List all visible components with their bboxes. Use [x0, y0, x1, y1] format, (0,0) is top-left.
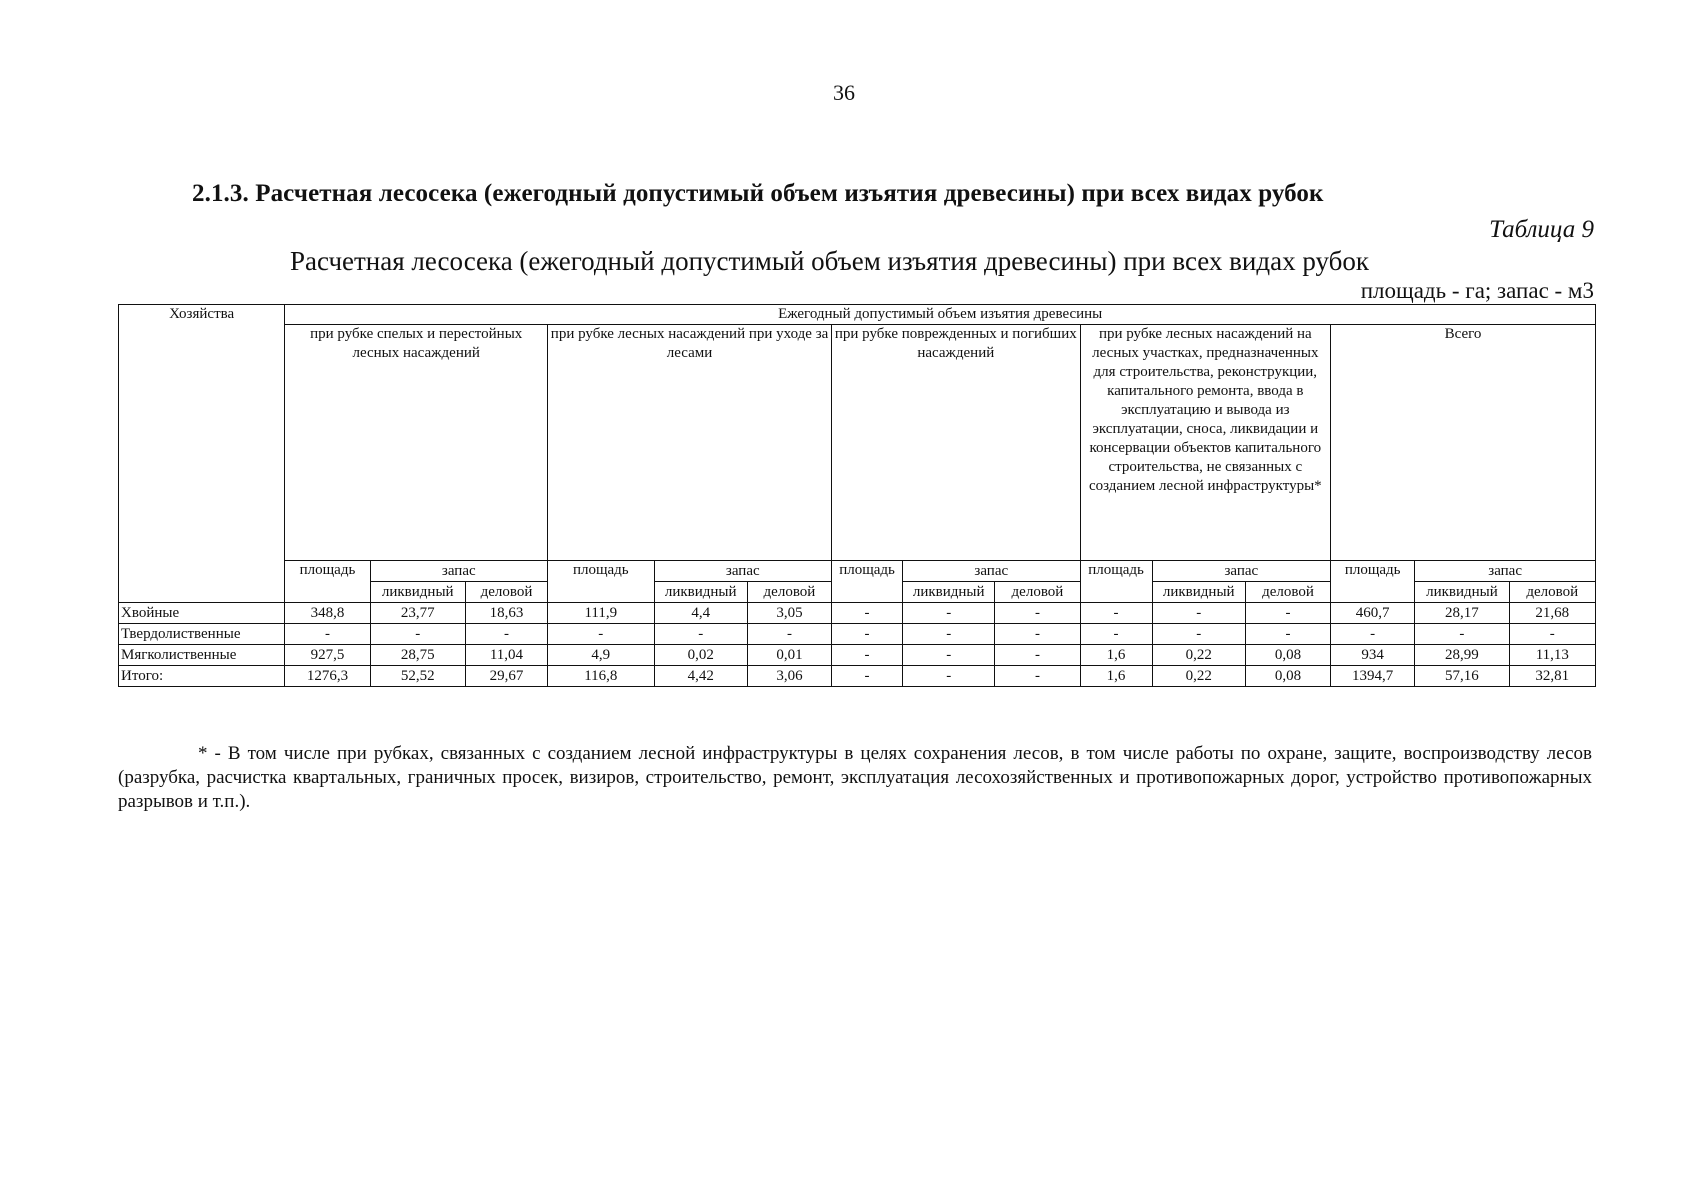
- logging-volume-table: [118, 304, 1596, 687]
- table-cell: 460,7: [1331, 603, 1415, 624]
- header-stock: запас: [654, 561, 832, 582]
- table-cell: 116,8: [548, 666, 655, 687]
- table-cell: 11,04: [465, 645, 547, 666]
- header-stock: запас: [370, 561, 548, 582]
- row-name: Хвойные: [119, 603, 285, 624]
- table-cell: 4,4: [654, 603, 747, 624]
- header-business: деловой: [1245, 582, 1330, 603]
- table-cell: 0,22: [1152, 666, 1245, 687]
- row-name: Твердолиственные: [119, 624, 285, 645]
- table-cell: -: [370, 624, 465, 645]
- table-cell: 0,22: [1152, 645, 1245, 666]
- table-cell: 111,9: [548, 603, 655, 624]
- header-care-cutting: при рубке лесных насаждений при уходе за лесами: [548, 325, 832, 561]
- header-area: площадь: [1080, 561, 1152, 603]
- table-cell: 21,68: [1509, 603, 1595, 624]
- table-row: [119, 603, 1596, 624]
- table-cell: 28,75: [370, 645, 465, 666]
- table-cell: -: [903, 645, 995, 666]
- header-total: Всего: [1331, 325, 1596, 561]
- header-liquid: ликвидный: [654, 582, 747, 603]
- table-cell: 4,9: [548, 645, 655, 666]
- table-cell: -: [548, 624, 655, 645]
- header-annual-volume: Ежегодный допустимый объем изъятия древесины: [285, 305, 1596, 325]
- table-cell: 927,5: [285, 645, 370, 666]
- header-area: площадь: [1331, 561, 1415, 603]
- table-cell: -: [1080, 603, 1152, 624]
- table-cell: 32,81: [1509, 666, 1595, 687]
- table-row: [119, 666, 1596, 687]
- page-number: 36: [833, 80, 855, 105]
- table-cell: -: [1080, 624, 1152, 645]
- table-cell: 52,52: [370, 666, 465, 687]
- table-cell: -: [747, 624, 831, 645]
- table-cell: -: [1415, 624, 1509, 645]
- table-caption: Расчетная лесосека (ежегодный допустимый объем изъятия древесины) при всех видах рубок: [290, 246, 1369, 276]
- table-cell: -: [1152, 624, 1245, 645]
- table-cell: -: [832, 666, 903, 687]
- table-cell: 3,06: [747, 666, 831, 687]
- header-damaged-cutting: при рубке поврежденных и погибших насаждений: [832, 325, 1081, 561]
- table-cell: 0,08: [1245, 645, 1330, 666]
- table-cell: 1276,3: [285, 666, 370, 687]
- table-cell: 28,99: [1415, 645, 1509, 666]
- table-cell: -: [1331, 624, 1415, 645]
- table-cell: -: [995, 666, 1080, 687]
- row-name: Мягколиственные: [119, 645, 285, 666]
- table-cell: 11,13: [1509, 645, 1595, 666]
- table-cell: -: [1245, 603, 1330, 624]
- table-cell: 1,6: [1080, 666, 1152, 687]
- table-cell: -: [995, 603, 1080, 624]
- units-note: площадь - га; запас - м3: [1360, 278, 1594, 303]
- header-farm: Хозяйства: [119, 305, 285, 603]
- header-stock: запас: [1415, 561, 1596, 582]
- header-business: деловой: [465, 582, 547, 603]
- table-row: [119, 645, 1596, 666]
- header-construction-cutting: при рубке лесных насаждений на лесных участках, предназначенных для строительства, реконструкции, капитального ремонта, ввода в эксплуатацию и вывода из эксплуатации, сноса, ликвидации и консервации объектов капитального строительства, не связанных с созданием лесной инфраструктуры*: [1080, 325, 1331, 561]
- table-cell: -: [832, 624, 903, 645]
- table-cell: -: [832, 645, 903, 666]
- row-name: Итого:: [119, 666, 285, 687]
- header-business: деловой: [995, 582, 1080, 603]
- table-cell: 0,01: [747, 645, 831, 666]
- section-heading: 2.1.3. Расчетная лесосека (ежегодный допустимый объем изъятия древесины) при всех видах рубок: [192, 180, 1324, 207]
- table-row: [119, 624, 1596, 645]
- table-cell: 1,6: [1080, 645, 1152, 666]
- table-cell: 57,16: [1415, 666, 1509, 687]
- table-label: Таблица 9: [1489, 216, 1594, 243]
- header-liquid: ликвидный: [1152, 582, 1245, 603]
- table-cell: 348,8: [285, 603, 370, 624]
- header-area: площадь: [548, 561, 655, 603]
- table-cell: 1394,7: [1331, 666, 1415, 687]
- table-cell: -: [903, 666, 995, 687]
- table-cell: 4,42: [654, 666, 747, 687]
- table-cell: -: [1152, 603, 1245, 624]
- table-cell: 18,63: [465, 603, 547, 624]
- table-cell: 0,08: [1245, 666, 1330, 687]
- header-business: деловой: [747, 582, 831, 603]
- header-liquid: ликвидный: [370, 582, 465, 603]
- table-cell: -: [1509, 624, 1595, 645]
- table-cell: 3,05: [747, 603, 831, 624]
- header-mature-cutting: при рубке спелых и перестойных лесных насаждений: [285, 325, 548, 561]
- header-stock: запас: [903, 561, 1081, 582]
- table-cell: -: [1245, 624, 1330, 645]
- header-business: деловой: [1509, 582, 1595, 603]
- header-area: площадь: [832, 561, 903, 603]
- table-cell: -: [995, 624, 1080, 645]
- table-cell: 23,77: [370, 603, 465, 624]
- table-cell: -: [654, 624, 747, 645]
- table-cell: -: [995, 645, 1080, 666]
- table-cell: -: [465, 624, 547, 645]
- table-cell: 934: [1331, 645, 1415, 666]
- table-cell: 28,17: [1415, 603, 1509, 624]
- table-cell: -: [832, 603, 903, 624]
- table-cell: -: [903, 624, 995, 645]
- table-cell: -: [903, 603, 995, 624]
- table-cell: -: [285, 624, 370, 645]
- table-cell: 29,67: [465, 666, 547, 687]
- header-area: площадь: [285, 561, 370, 603]
- table-cell: 0,02: [654, 645, 747, 666]
- header-liquid: ликвидный: [903, 582, 995, 603]
- header-stock: запас: [1152, 561, 1331, 582]
- header-liquid: ликвидный: [1415, 582, 1509, 603]
- footnote: * - В том числе при рубках, связанных с созданием лесной инфраструктуры в целях сохранения лесов, в том числе работы по охране, защите, воспроизводству лесов (разрубка, расчистка квартальных, граничных просек, визиров, строительство, ремонт, эксплуатация лесохозяйственных и противопожарных дорог, устройство противопожарных разрывов и т.п.).: [118, 743, 1592, 812]
